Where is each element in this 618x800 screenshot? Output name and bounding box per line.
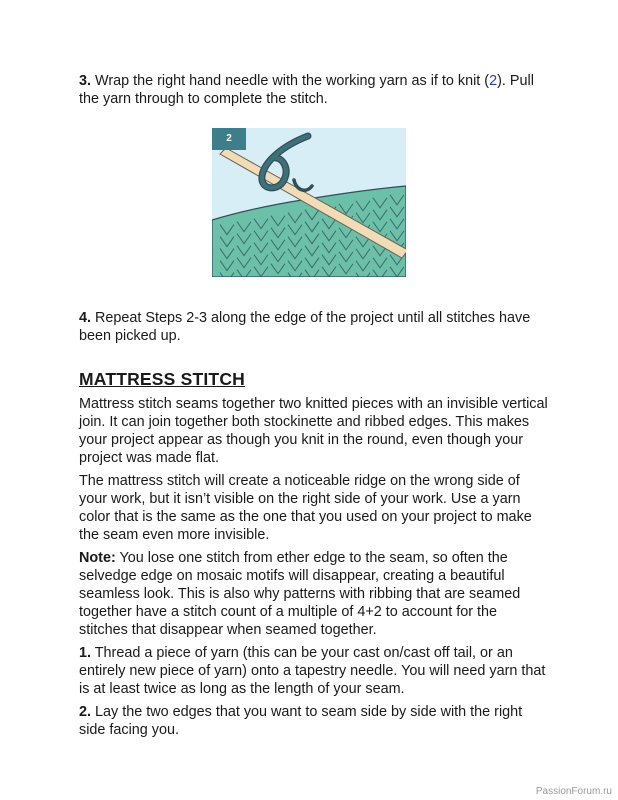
step-3-number: 3. [79, 73, 92, 89]
section-heading-mattress-stitch: MATTRESS STITCH [79, 369, 246, 389]
step-3-paragraph [79, 72, 549, 108]
figure-2-reference: 2 [489, 73, 498, 89]
step-4-number: 4. [79, 310, 92, 326]
mattress-step-2-number: 2. [79, 704, 92, 720]
mattress-step-2-text: Lay the two edges that you want to seam side by side with the right side facing you. [79, 704, 523, 738]
mattress-step-1-paragraph [79, 644, 549, 698]
note-paragraph [79, 549, 549, 639]
step-3-text-start: Wrap the right hand needle with the working yarn as if to knit ( [91, 73, 490, 89]
picked-up-loop [294, 180, 312, 190]
document-page [79, 72, 549, 739]
step-4-paragraph [79, 309, 549, 345]
mattress-step-1-number: 1. [79, 645, 92, 661]
step-4-text: Repeat Steps 2-3 along the edge of the project until all stitches have been picked up. [79, 310, 531, 344]
mattress-step-2-paragraph [79, 703, 549, 739]
step-3-text-end: ). Pull the yarn through to complete the stitch. [79, 73, 534, 107]
figure-2-illustration [212, 128, 406, 277]
note-label: Note: [79, 550, 116, 566]
figure-number-badge: 2 [212, 128, 246, 150]
mattress-step-1-text: Thread a piece of yarn (this can be your cast on/cast off tail, or an entirely new piece of yarn) onto a tapestry needle. You will need yarn that is at least twice as long as the length of your seam. [79, 645, 546, 697]
site-watermark: PassionForum.ru [535, 786, 612, 797]
mattress-intro-paragraph: Mattress stitch seams together two knitted pieces with an invisible vertical join. It can join together both stockinette and ribbed edges. This makes your project appear as though you knit in the round, even though your project was made flat. [79, 396, 548, 466]
mattress-ridge-paragraph: The mattress stitch will create a noticeable ridge on the wrong side of your work, but it isn’t visible on the right side of your work. Use a yarn color that is the same as the one that you used on your project to make the seam even more invisible. [79, 473, 532, 543]
picking-up-stitches-drawing [212, 128, 406, 277]
note-text: You lose one stitch from ether edge to the seam, so often the selvedge edge on mosaic motifs will disappear, creating a beautiful seamless look. This is also why patterns with ribbing that are seamed together have a stitch count of a multiple of 4+2 to account for the stitches that disappear when seamed together. [79, 550, 521, 638]
